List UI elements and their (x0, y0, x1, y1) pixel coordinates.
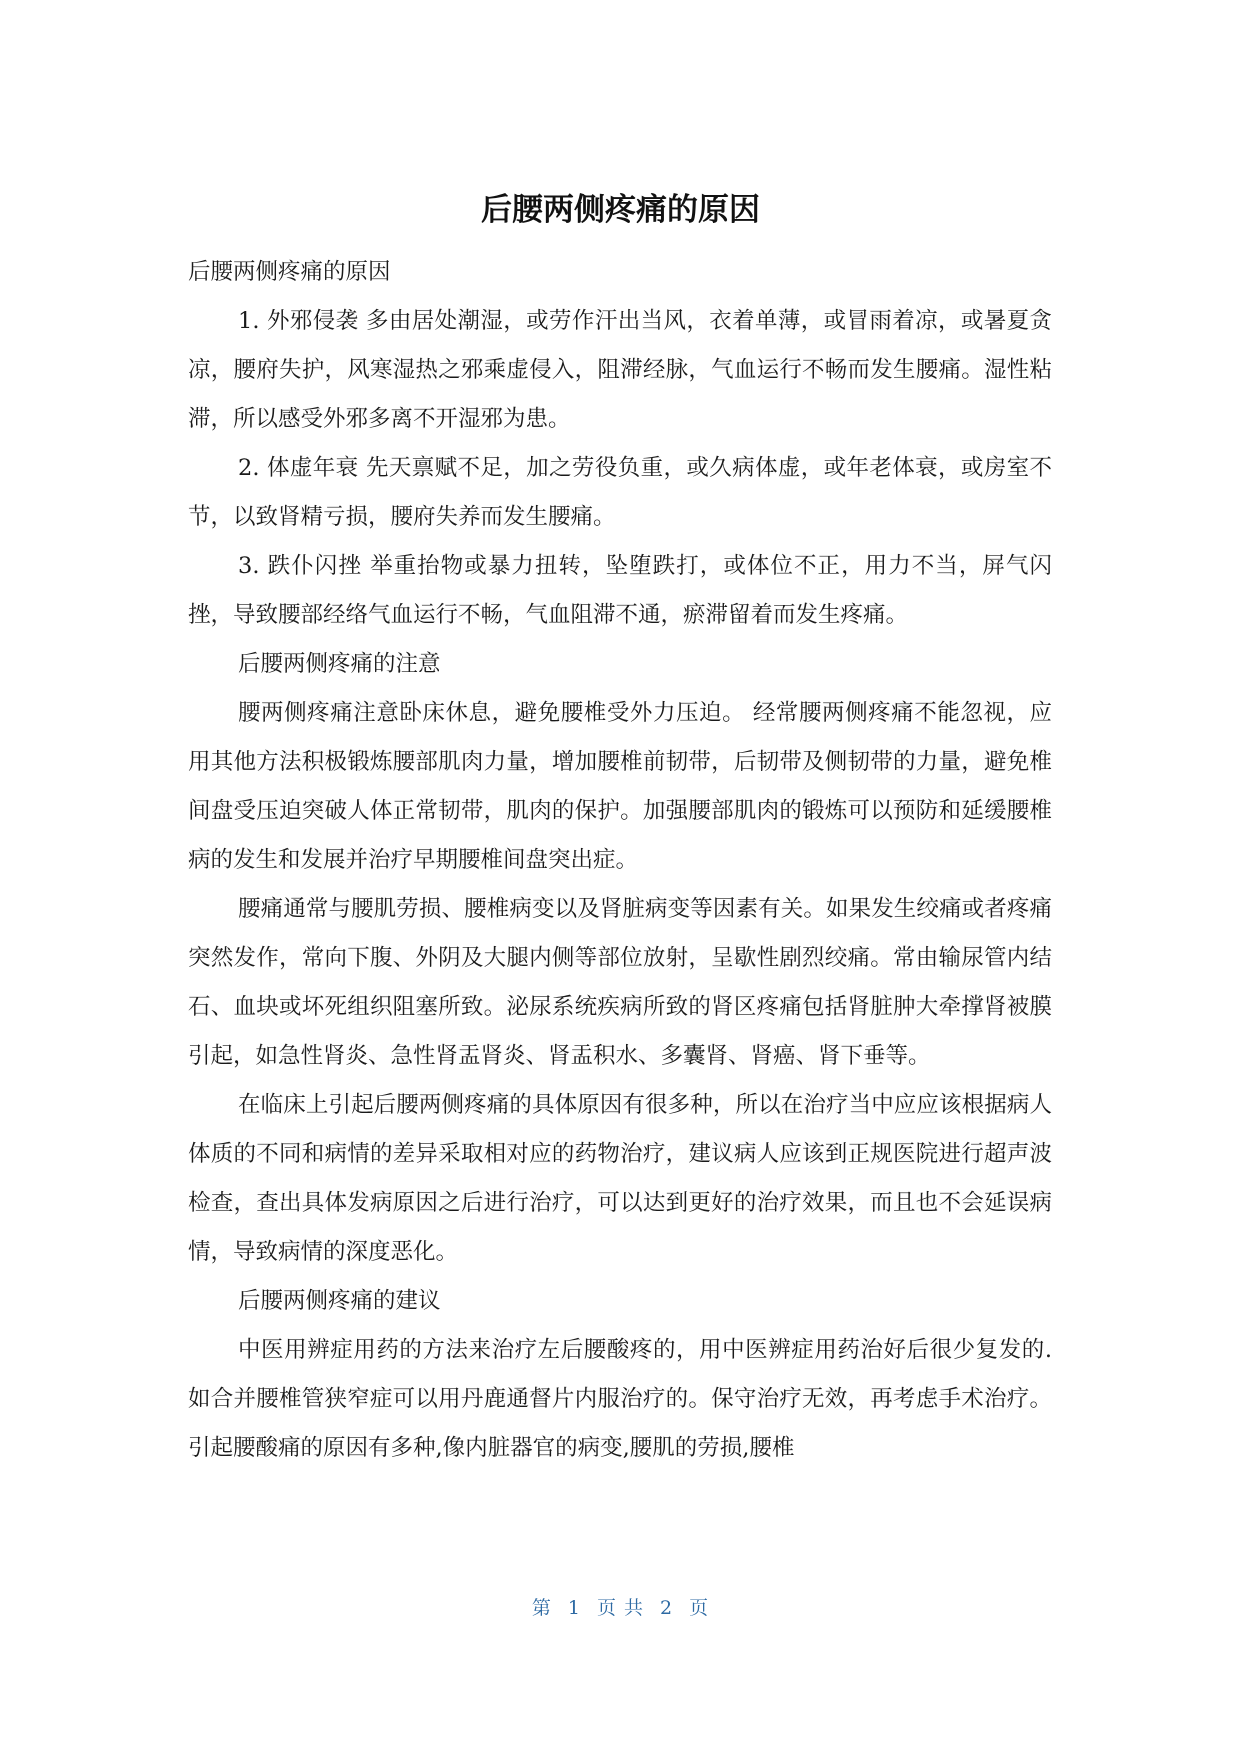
paragraph-heading-notes: 后腰两侧疼痛的注意 (238, 651, 441, 677)
page-footer (0, 1594, 1241, 1622)
footer-current-page: 1 (567, 1597, 581, 1619)
footer-end-label: 页 (689, 1597, 710, 1619)
footer-middle-label: 页 共 (596, 1597, 645, 1619)
document-title: 后腰两侧疼痛的原因 (481, 192, 760, 228)
paragraph-notes-1: 腰两侧疼痛注意卧床休息，避免腰椎受外力压迫。 经常腰两侧疼痛不能忽视，应用其他方法积极锻炼腰部肌肉力量，增加腰椎前韧带，后韧带及侧韧带的力量，避免椎间盘受压迫突破人体正常韧带，肌肉的保护。加强腰部肌肉的锻炼可以预防和延缓腰椎病的发生和发展并治疗早期腰椎间盘突出症。 (188, 700, 1052, 873)
paragraph-cause-2: 2. 体虚年衰 先天禀赋不足，加之劳役负重，或久病体虚，或年老体衰，或房室不节，以致肾精亏损，腰府失养而发生腰痛。 (188, 455, 1052, 530)
paragraph-advice-1: 中医用辨症用药的方法来治疗左后腰酸疼的，用中医辨症用药治好后很少复发的.如合并腰椎管狭窄症可以用丹鹿通督片内服治疗的。保守治疗无效，再考虑手术治疗。引起腰酸痛的原因有多种,像内脏器官的病变,腰肌的劳损,腰椎 (188, 1337, 1052, 1461)
paragraph-cause-3: 3. 跌仆闪挫 举重抬物或暴力扭转，坠堕跌打，或体位不正，用力不当，屏气闪挫，导致腰部经络气血运行不畅，气血阻滞不通，瘀滞留着而发生疼痛。 (188, 553, 1052, 628)
paragraph-heading-advice: 后腰两侧疼痛的建议 (238, 1288, 441, 1314)
paragraph-cause-1: 1. 外邪侵袭 多由居处潮湿，或劳作汗出当风，衣着单薄，或冒雨着凉，或暑夏贪凉，腰府失护，风寒湿热之邪乘虚侵入，阻滞经脉，气血运行不畅而发生腰痛。湿性粘滞，所以感受外邪多离不开湿邪为患。 (188, 308, 1052, 432)
paragraph-heading-causes: 后腰两侧疼痛的原因 (188, 259, 391, 285)
paragraph-notes-3: 在临床上引起后腰两侧疼痛的具体原因有很多种，所以在治疗当中应应该根据病人体质的不同和病情的差异采取相对应的药物治疗，建议病人应该到正规医院进行超声波检查，查出具体发病原因之后进行治疗，可以达到更好的治疗效果，而且也不会延误病情，导致病情的深度恶化。 (188, 1092, 1052, 1265)
document-body (188, 248, 1052, 1473)
footer-total-pages: 2 (660, 1597, 674, 1619)
paragraph-notes-2: 腰痛通常与腰肌劳损、腰椎病变以及肾脏病变等因素有关。如果发生绞痛或者疼痛突然发作，常向下腹、外阴及大腿内侧等部位放射，呈歇性剧烈绞痛。常由输尿管内结石、血块或坏死组织阻塞所致。泌尿系统疾病所致的肾区疼痛包括肾脏肿大牵撑肾被膜引起，如急性肾炎、急性肾盂肾炎、肾盂积水、多囊肾、肾癌、肾下垂等。 (188, 896, 1052, 1069)
footer-page-label: 第 (531, 1597, 552, 1619)
